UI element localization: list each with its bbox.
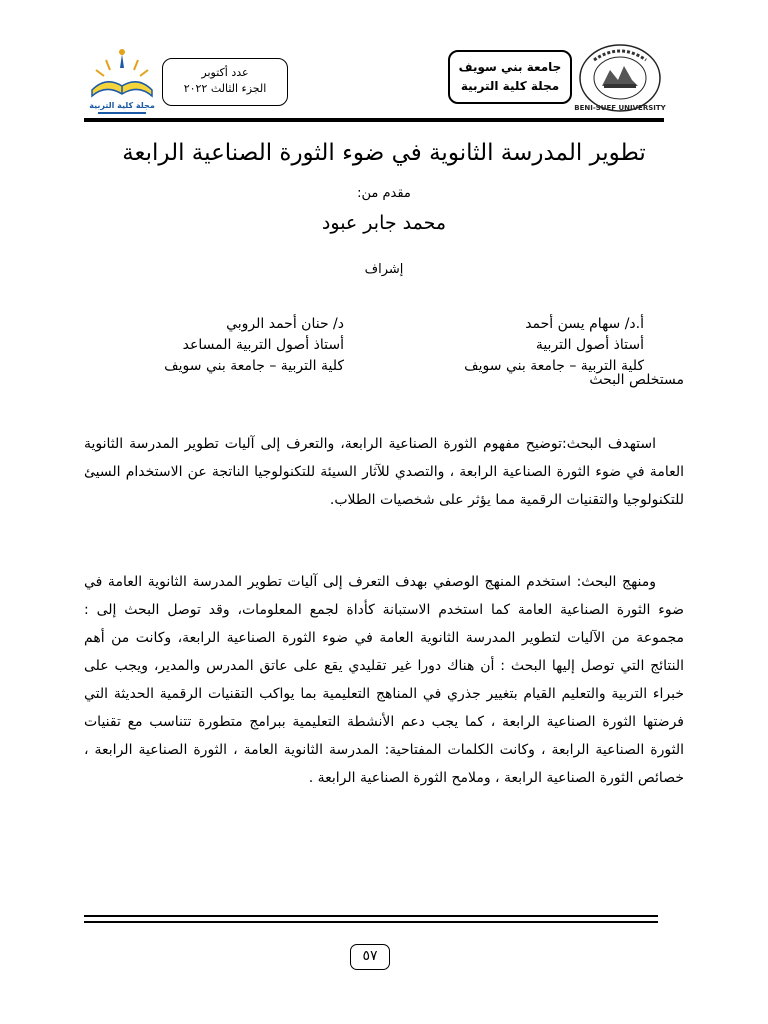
supervisor-1-name: أ.د/ سهام يسن أحمد — [525, 316, 644, 332]
issue-label: عدد أكتوبر — [201, 66, 249, 79]
supervisor-2 — [100, 314, 344, 377]
supervisor-2-title: أستاذ أصول التربية المساعد — [182, 337, 344, 353]
journal-name: مجلة كلية التربية — [460, 79, 560, 93]
footer-divider-top — [84, 915, 658, 917]
abstract-heading: مستخلص البحث — [589, 372, 684, 388]
paper-title: تطوير المدرسة الثانوية في ضوء الثورة الصناعية الرابعة — [122, 140, 646, 166]
abstract-paragraph-objective: استهدف البحث:توضيح مفهوم الثورة الصناعية الرابعة، والتعرف إلى آليات تطوير المدرسة الثانوية العامة في ضوء الثورة الصناعية الرابعة ، والتصدي للآثار السيئة للتكنولوجيا الناتجة عن الاستخدام السيئ للتكنولوجيا والتقنيات الرقمية مما يؤثر على شخصيات الطلاب. — [84, 436, 684, 508]
supervisor-1-affiliation: كلية التربية – جامعة بني سويف — [464, 358, 644, 374]
university-seal-logo — [574, 40, 666, 116]
journal-name-box — [448, 50, 572, 104]
part-label: الجزء الثالث ٢٠٢٢ — [183, 82, 267, 95]
supervisor-2-name: د/ حنان أحمد الروبي — [226, 316, 344, 332]
supervision-label: إشراف — [364, 262, 404, 277]
supervisor-1-title: أستاذ أصول التربية — [535, 337, 644, 353]
presented-by-label: مقدم من: — [357, 186, 411, 201]
author-name: محمد جابر عبود — [321, 212, 447, 234]
supervisor-1 — [400, 314, 644, 377]
page-number: ٥٧ — [350, 944, 390, 970]
footer-divider-bottom — [84, 921, 658, 923]
header-divider — [84, 118, 664, 122]
faculty-journal-logo — [84, 46, 160, 120]
seal-caption: BENI-SUEF UNIVERSITY — [574, 104, 666, 112]
issue-info-box — [162, 58, 288, 106]
supervisor-2-affiliation: كلية التربية – جامعة بني سويف — [164, 358, 344, 374]
university-name: جامعة بني سويف — [458, 60, 562, 74]
abstract-paragraph-method: ومنهج البحث: استخدم المنهج الوصفي بهدف التعرف إلى آليات تطوير المدرسة الثانوية العامة في ضوء الثورة الصناعية العامة كما استخدم الاستبانة كأداة لجمع المعلومات، وقد توصل البحث إلى : مجموعة من الآليات لتطوير المدرسة الثانوية العامة في ضوء الثورة الصناعية الرابعة، وكانت من أهم النتائج التي توصل إليها البحث : أن هناك دورا غير تقليدي يقع على عاتق المدرس والمدير، ويجب على خبراء التربية والتعليم القيام بتغيير جذري في المناهج التعليمية بما يواكب التقنيات الرقمية الحديثة التي فرضتها الثورة الصناعية الرابعة ، كما يجب دعم الأنشطة التعليمية ببرامج متطورة تتناسب مع تقنيات الثورة الصناعية الرابعة ، وكانت الكلمات المفتاحية: المدرسة الثانوية العامة ، الثورة الصناعية الرابعة ، خصائص الثورة الصناعية الرابعة ، وملامح الثورة الصناعية الرابعة . — [84, 574, 684, 786]
logo-caption: مجلة كلية التربية — [89, 101, 155, 110]
book-logo-icon — [84, 46, 160, 120]
seal-icon — [574, 40, 666, 116]
